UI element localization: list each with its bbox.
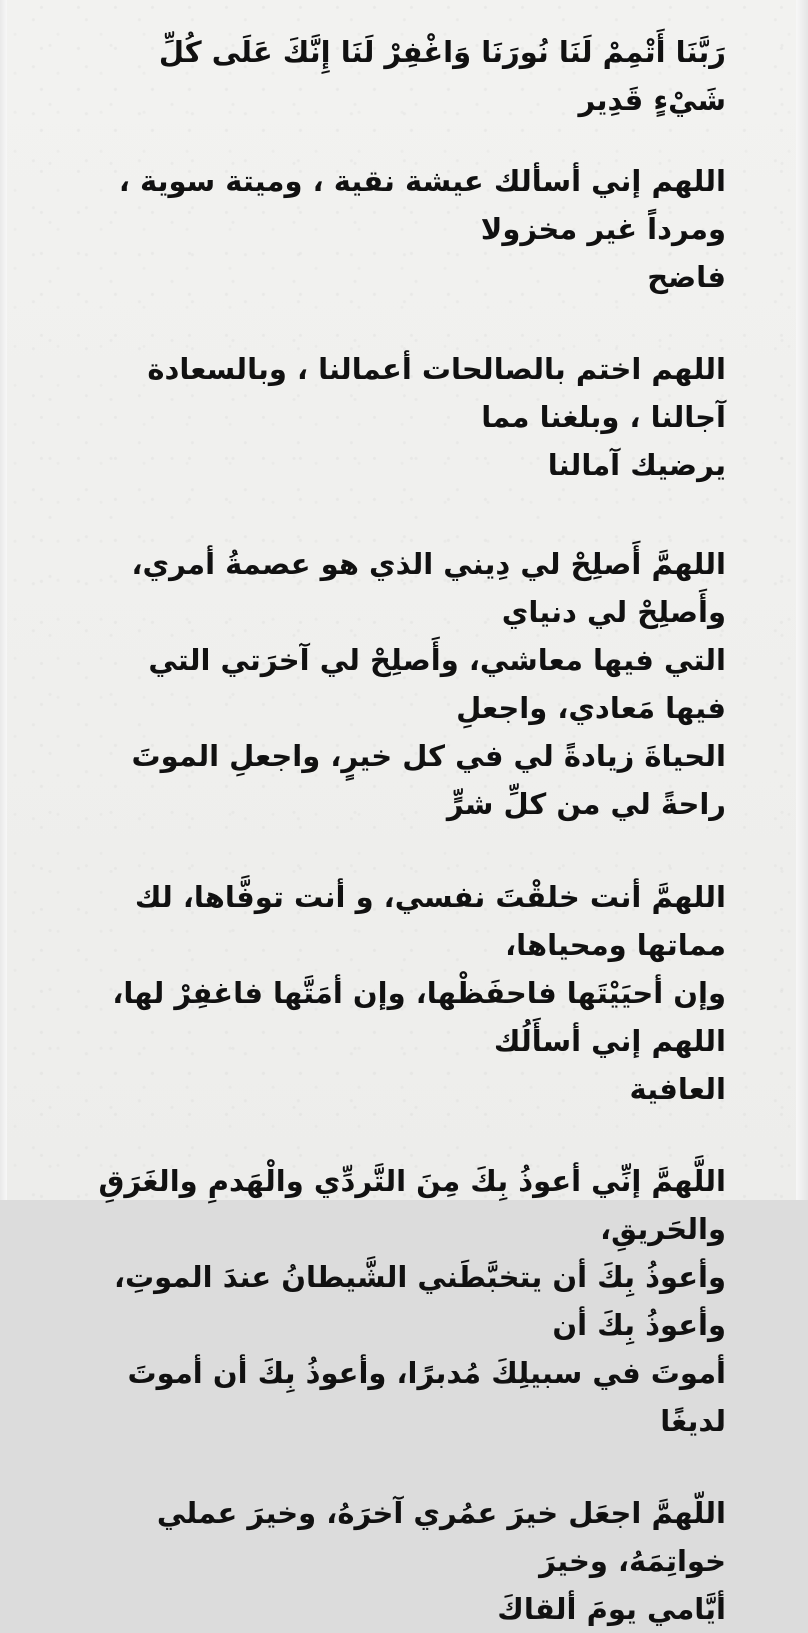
left-page-edge (0, 0, 7, 1200)
paragraph-light-and-forgiveness: رَبَّنَا أَتْمِمْ لَنَا نُورَنَا وَاغْفِرْ لَنَا إِنَّكَ عَلَى كُلِّ شَيْءٍ قَدِير (158, 35, 726, 117)
paragraph-best-of-life: اللّهمَّ اجعَل خيرَ عمُري آخرَهُ، وخيرَ عملي خواتِمَهُ، وخيرَ أيَّامي يومَ ألقاكَ (156, 1496, 726, 1626)
paragraph-rectify-affairs: اللهمَّ أَصلِحْ لي دِيني الذي هو عصمةُ أمري، وأَصلِحْ لي دنياي التي فيها معاشي، وأَصلِحْ لي آخرَتي التي فيها مَعادي، واجعلِ الحياةَ زيادةً لي في كل خيرٍ، واجعلِ الموتَ راحةً لي من كلِّ شرٍّ (131, 547, 726, 821)
paragraph-pure-life: اللهم إني أسألك عيشة نقية ، وميتة سوية ، ومرداً غير مخزولا فاضح (118, 164, 726, 294)
paragraph-good-endings: اللهم اختم بالصالحات أعمالنا ، وبالسعادة آجالنا ، وبلغنا مما يرضيك آمالنا (147, 352, 726, 482)
supplication-text (96, 28, 726, 1633)
paragraph-protection: اللَّهمَّ إنِّي أعوذُ بِكَ مِنَ التَّردِّي والْهَدمِ والغَرَقِ والحَريقِ، وأعوذُ بِكَ أن يتخبَّطَني الشَّيطانُ عندَ الموتِ، وأعوذُ بِكَ أن أموتَ في سبيلِكَ مُدبرًا، وأعوذُ بِكَ أن أموتَ لديغًا (98, 1164, 726, 1438)
right-page-edge (796, 0, 808, 1200)
paragraph-soul-and-wellbeing: اللهمَّ أنت خلقْتَ نفسي، و أنت توفَّاها، لك مماتها ومحياها، وإن أحيَيْتَها فاحفَظْها، وإن أمَتَّها فاغفِرْ لها، اللهم إني أسأَلُك العافية (112, 880, 726, 1106)
